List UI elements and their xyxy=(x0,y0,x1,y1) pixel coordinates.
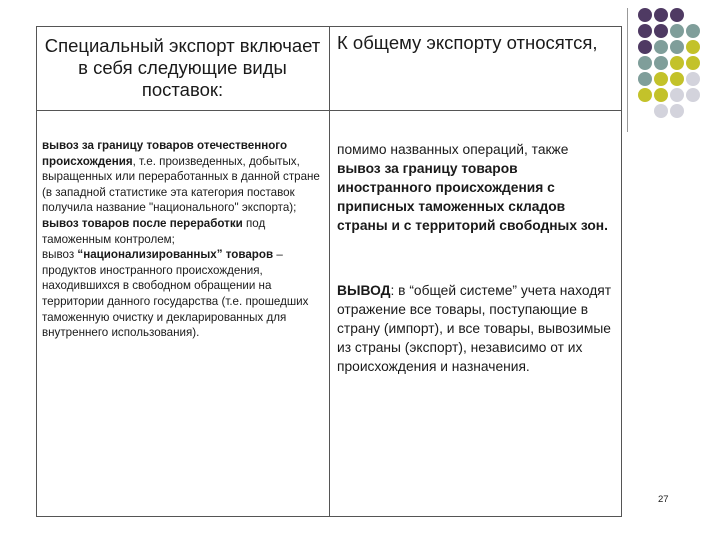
decorative-dot xyxy=(638,56,652,70)
left-paragraph-3 xyxy=(42,247,323,341)
decorative-dot xyxy=(654,8,668,22)
decorative-dot xyxy=(638,24,652,38)
decorative-dot xyxy=(654,24,668,38)
decorative-dot xyxy=(670,8,684,22)
left-p3-bold: “национализированных” товаров xyxy=(77,248,274,262)
decorative-dot xyxy=(670,88,684,102)
decorative-vertical-line xyxy=(627,8,628,132)
decorative-dot xyxy=(686,72,700,86)
left-p2-bold: вывоз товаров после переработки xyxy=(42,216,243,230)
paragraph-gap xyxy=(337,235,614,281)
decorative-dot xyxy=(654,104,668,118)
content-table xyxy=(36,26,622,517)
left-p1-bold: вывоз за границу товаров отечественного происхождения xyxy=(42,139,288,168)
decorative-dot xyxy=(638,8,652,22)
decorative-dot xyxy=(686,88,700,102)
header-right-text: К общему экспорту относятся, xyxy=(337,32,598,53)
decorative-dot xyxy=(670,56,684,70)
decorative-dot xyxy=(670,104,684,118)
header-left-cell xyxy=(36,26,329,110)
decorative-dot xyxy=(654,56,668,70)
decorative-dot xyxy=(670,24,684,38)
decorative-dot xyxy=(670,72,684,86)
decorative-dot xyxy=(686,56,700,70)
header-left-text: Специальный экспорт включает в себя следующие виды поставок: xyxy=(44,35,321,100)
left-body-cell xyxy=(36,110,329,517)
right-p1-text: помимо названных операций, также xyxy=(337,142,569,157)
right-p2-bold: ВЫВОД xyxy=(337,283,391,298)
page-number: 27 xyxy=(658,494,669,505)
decorative-dot xyxy=(670,40,684,54)
right-paragraph-1 xyxy=(337,140,614,235)
left-p2-text: под таможенным контролем; xyxy=(42,216,266,246)
left-paragraph-1 xyxy=(42,138,323,216)
decorative-dot xyxy=(686,24,700,38)
decorative-dot xyxy=(638,88,652,102)
decorative-dot xyxy=(654,72,668,86)
decorative-dot xyxy=(654,40,668,54)
right-p1-bold: вывоз за границу товаров иностранного происхождения с приписных таможенных складов страны и с территорий свободных зон. xyxy=(337,161,608,233)
decorative-dot xyxy=(638,40,652,54)
decorative-dot xyxy=(686,40,700,54)
decorative-dot xyxy=(638,72,652,86)
left-p1-text: , т.е. произведенных, добытых, выращенных или переработанных в данной стране (в западной статистике эта категория поставок получила название "национального" экспорта); xyxy=(42,154,320,215)
right-paragraph-2 xyxy=(337,281,614,376)
decorative-dot xyxy=(654,88,668,102)
left-p3-text: – продуктов иностранного происхождения, находившихся в свободном обращении на территории данного государства (т.е. прошедших таможенную очистку и декларированных для внутреннего использования). xyxy=(42,248,309,340)
header-right-cell xyxy=(329,26,622,110)
left-p3-prefix: вывоз xyxy=(42,248,78,262)
right-body-cell xyxy=(329,110,622,517)
right-p2-text: : в “общей системе” учета находят отражение все товары, поступающие в страну (импорт), и все товары, вывозимые из страны (экспорт), независимо от их происхождения и назначения. xyxy=(337,283,612,374)
left-paragraph-2 xyxy=(42,216,323,247)
